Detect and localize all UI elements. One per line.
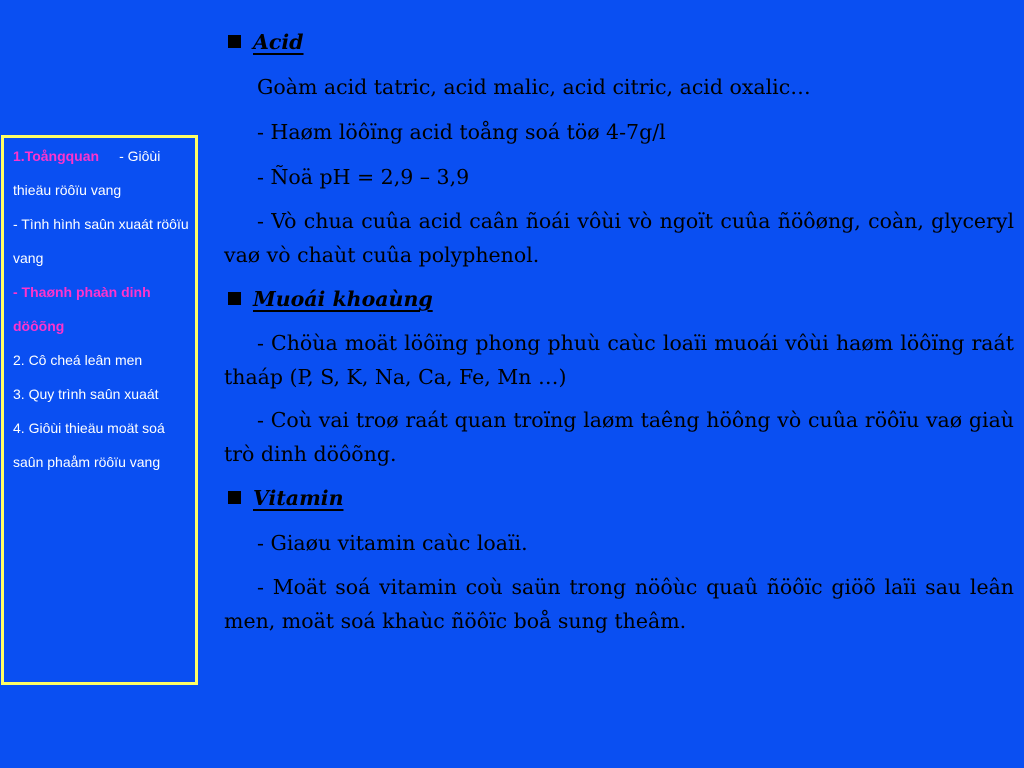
sidebar-item-wine-intro[interactable]: - Giôùi thieäu röôïu vang: [13, 148, 161, 198]
sidebar-item-nutrition[interactable]: - Thaønh phaàn dinh döôõng: [13, 284, 151, 334]
sidebar-item-overview-label[interactable]: 1.Toångquan: [13, 148, 100, 164]
paragraph: Goàm acid tatric, acid malic, acid citric, acid oxalic…: [257, 75, 811, 99]
sidebar-item-products[interactable]: 4. Giôùi thieäu moät soá saûn phaåm röôïu vang: [13, 420, 165, 470]
paragraph: - Moät soá vitamin coù saün trong nöôùc quaû ñöôïc giöõ laïi sau leân men, moät soá khaùc ñöôïc boå sung theâm.: [224, 575, 1014, 633]
section-heading-acid: [224, 24, 1014, 60]
heading-text: Muoái khoaùng: [253, 287, 433, 311]
slide-content: [224, 24, 1014, 647]
paragraph: - Chöùa moät löôïng phong phuù caùc loaïi muoái vôùi haøm löôïng raát thaáp (P, S, K, Na, Ca, Fe, Mn …): [224, 331, 1014, 389]
sidebar-item-production-status[interactable]: - Tình hình saûn xuaát röôïu vang: [13, 216, 189, 266]
sidebar-outline: [1, 135, 198, 685]
paragraph: - Giaøu vitamin caùc loaïi.: [257, 531, 528, 555]
square-bullet-icon: [228, 35, 241, 48]
paragraph: - Vò chua cuûa acid caân ñoái vôùi vò ngoït cuûa ñöôøng, coàn, glyceryl vaø vò chaùt cuûa polyphenol.: [224, 209, 1014, 267]
sidebar-item-overview[interactable]: [13, 139, 189, 207]
paragraph: - Haøm löôïng acid toång soá töø 4-7g/l: [257, 120, 666, 144]
paragraph: - Ñoä pH = 2,9 – 3,9: [257, 165, 470, 189]
square-bullet-icon: [228, 491, 241, 504]
heading-text: Vitamin: [253, 486, 344, 510]
sidebar-item-fermentation[interactable]: 2. Cô cheá leân men: [13, 352, 143, 368]
paragraph: - Coù vai troø raát quan troïng laøm taêng höông vò cuûa röôïu vaø giaù trò dinh döôõng.: [224, 408, 1014, 466]
heading-text: Acid: [253, 30, 304, 54]
square-bullet-icon: [228, 292, 241, 305]
sidebar-item-process[interactable]: 3. Quy trình saûn xuaát: [13, 386, 159, 402]
section-heading-vitamin: [224, 480, 1014, 516]
section-heading-minerals: [224, 281, 1014, 317]
